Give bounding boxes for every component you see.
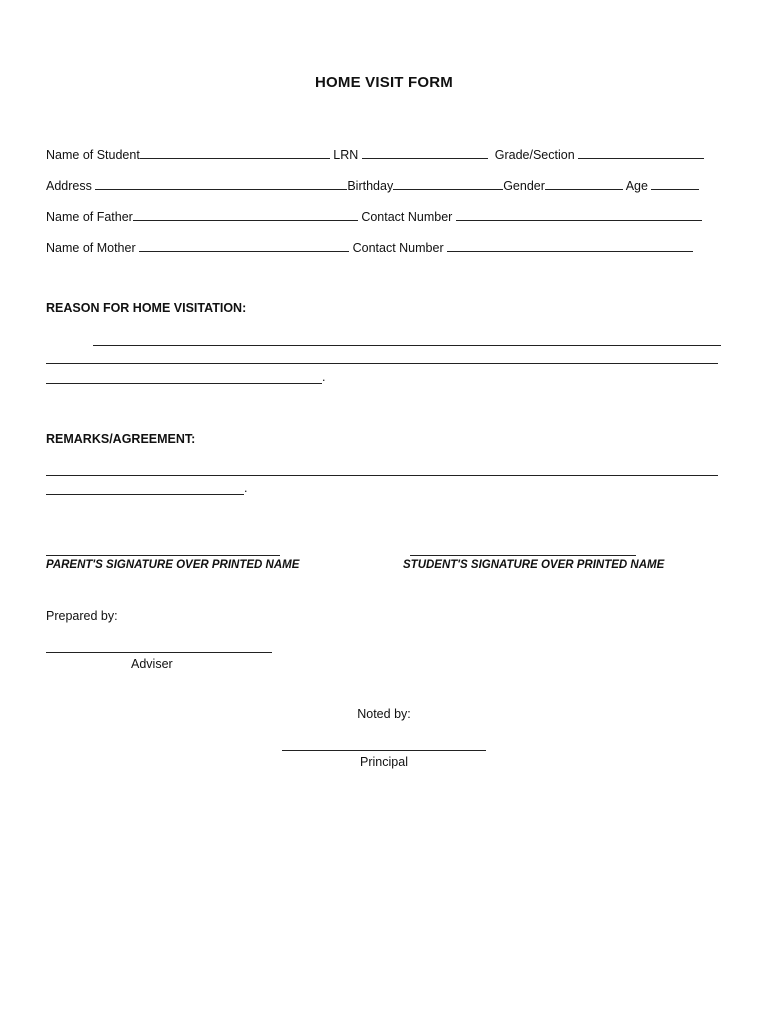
name-of-student-blank[interactable] — [140, 146, 330, 159]
name-of-mother-blank[interactable] — [139, 239, 349, 252]
remarks-line-1[interactable] — [46, 475, 718, 476]
adviser-signature-line[interactable] — [46, 652, 272, 653]
grade-section-label: Grade/Section — [494, 148, 575, 162]
grade-section-blank[interactable] — [578, 146, 704, 159]
parent-signature-caption: PARENT'S SIGNATURE OVER PRINTED NAME — [46, 559, 300, 571]
row-mother-info — [46, 239, 693, 256]
row-student-info — [46, 146, 704, 163]
address-blank[interactable] — [95, 177, 347, 190]
gender-label: Gender — [503, 179, 545, 193]
form-title: HOME VISIT FORM — [315, 74, 453, 91]
student-signature-line[interactable] — [410, 555, 636, 556]
parent-signature-line[interactable] — [46, 555, 280, 556]
principal-label: Principal — [360, 755, 408, 769]
reason-period: . — [322, 370, 326, 384]
row-father-info — [46, 208, 702, 225]
lrn-blank[interactable] — [362, 146, 488, 159]
reason-line-3[interactable] — [46, 383, 322, 384]
contact-number-father-blank[interactable] — [456, 208, 702, 221]
remarks-period: . — [244, 481, 248, 495]
reason-heading: REASON FOR HOME VISITATION: — [46, 301, 247, 315]
adviser-label: Adviser — [131, 657, 173, 671]
name-of-student-label: Name of Student — [46, 148, 140, 162]
student-signature-caption: STUDENT'S SIGNATURE OVER PRINTED NAME — [403, 559, 665, 571]
age-label: Age — [625, 179, 648, 193]
remarks-line-2[interactable] — [46, 494, 244, 495]
remarks-heading: REMARKS/AGREEMENT: — [46, 432, 196, 446]
principal-signature-line[interactable] — [282, 750, 486, 751]
address-label: Address — [46, 179, 92, 193]
name-of-mother-label: Name of Mother — [46, 241, 136, 255]
birthday-blank[interactable] — [393, 177, 503, 190]
age-blank[interactable] — [651, 177, 699, 190]
row-address-info — [46, 177, 699, 194]
reason-line-2[interactable] — [46, 363, 718, 364]
gender-blank[interactable] — [545, 177, 623, 190]
contact-number-mother-blank[interactable] — [447, 239, 693, 252]
name-of-father-label: Name of Father — [46, 210, 133, 224]
contact-number-father-label: Contact Number — [361, 210, 453, 224]
birthday-label: Birthday — [347, 179, 394, 193]
lrn-label: LRN — [333, 148, 359, 162]
contact-number-mother-label: Contact Number — [352, 241, 444, 255]
noted-by-label: Noted by: — [357, 707, 411, 721]
reason-line-1[interactable] — [93, 345, 721, 346]
prepared-by-label: Prepared by: — [46, 609, 118, 623]
name-of-father-blank[interactable] — [133, 208, 358, 221]
